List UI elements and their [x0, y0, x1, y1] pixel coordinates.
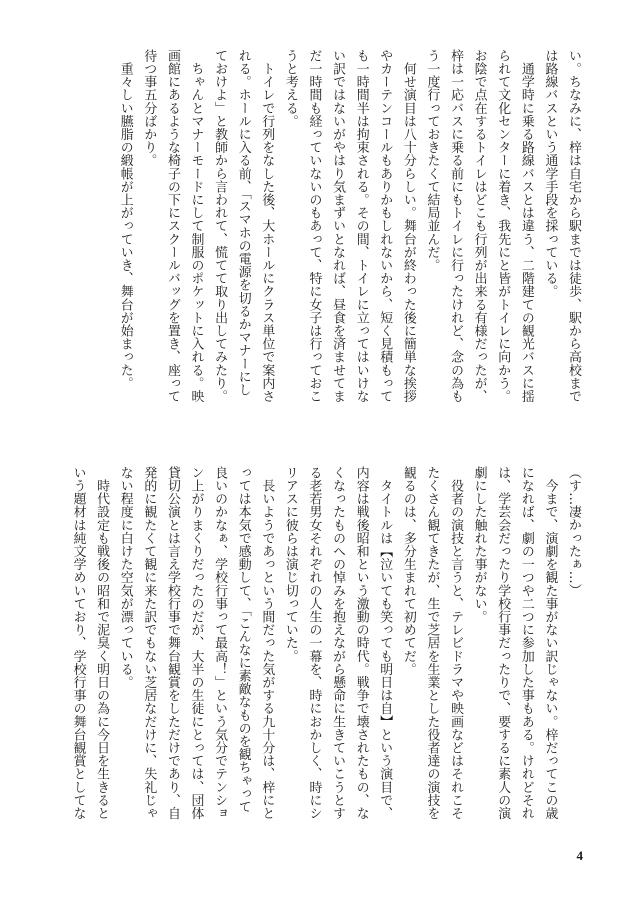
text-line: やカーテンコールもありかもしれないから、短く見積もって — [377, 49, 393, 403]
text-line: いう題材は純文学めいており、学校行事の舞台観賞としてな — [70, 466, 86, 820]
text-line: っては本気で感動して、「こんなに素敵なものを観ちゃって — [235, 466, 251, 814]
text-line: うと考える。 — [282, 49, 298, 128]
text-line: 長いようであっという間だった気がする九十分は、梓にと — [259, 466, 275, 820]
text-line: は、学芸会だったり学校行事だったりで、要するに素人の演 — [495, 466, 511, 820]
text-line: 観るのは、多分生まれて初めてだ。 — [400, 466, 416, 676]
text-line: 重々しい臙脂の緞帳が上がっていき、舞台が始まった。 — [117, 49, 133, 390]
text-line: トイレで行列をなした後、大ホールにクラス単位で案内さ — [259, 49, 275, 403]
text-line: る老若男女それぞれの人生の一幕を、時におかしく、時にシ — [306, 466, 322, 820]
text-line: たくさん観てきたが、生で芝居を生業とした役者達の演技を — [424, 466, 440, 820]
text-line: 今まで、演劇を観た事がない訳じゃない。梓だってこの歳 — [542, 466, 558, 820]
text-line: 梓は一応バスに乗る前にもトイレに行ったけれど、念の為も — [448, 49, 464, 403]
text-line: タイトルは【泣いても笑っても明日は自】という演目で、 — [377, 466, 393, 820]
text-line: 劇にした触れた事がない。 — [471, 466, 487, 624]
text-line: は路線バスという通学手段を採っている。 — [542, 49, 558, 298]
text-line: 発的に観たくて観に来た訳でもない芝居なだけに、失礼じゃ — [141, 466, 157, 820]
text-line: られて文化センターに着き、我先にと皆がトイレに向かう。 — [495, 49, 511, 403]
upper-text-block — [35, 49, 585, 423]
text-line: も一時間半は拘束される。その間、トイレに立ってはいけな — [353, 49, 369, 403]
text-line: ない程度に白けた空気が漂っている。 — [117, 466, 133, 689]
text-line: う一度行っておきたくて結局並んだ。 — [424, 49, 440, 272]
text-line: 画館にあるような椅子の下にスクールバッグを置き、座って — [164, 49, 180, 403]
text-line: い訳ではないがやはり気まずいとなれば、昼食を済ませてま — [330, 49, 346, 403]
text-line: い。ちなみに、梓は自宅から駅までは徒歩、駅から高校まで — [566, 49, 581, 403]
lower-text-block — [35, 466, 585, 838]
text-line: になれば、劇の一つや二つに参加した事もある。けれどそれ — [518, 466, 534, 820]
text-line: 時代設定も戦後の昭和で泥臭く明日の為に今日を生きると — [94, 466, 110, 820]
text-line: お陰で点在するトイレはどこも行列が出来る有様だったが、 — [471, 49, 487, 403]
text-line: 役者の演技と言うと、テレビドラマや映画などはそれこそ — [448, 466, 464, 820]
text-line: 貸切公演とは言え学校行事で舞台観賞をしただけであり、自 — [164, 466, 180, 820]
text-line: 内容は戦後昭和という激動の時代。戦争で壊されたもの、な — [353, 466, 369, 820]
text-line: 何せ演目は八十分らしい。舞台が終わった後に簡単な挨拶 — [400, 49, 416, 403]
text-line: 通学時に乗る路線バスとは違う、二階建ての観光バスに揺 — [518, 49, 534, 403]
text-line: ちゃんとマナーモードにして制服のポケットに入れる。映 — [188, 49, 204, 403]
text-line: だ一時間も経っていないのもあって、特に女子は行っておこ — [306, 49, 322, 403]
text-line: 待つ事五分ばかり。 — [141, 49, 157, 167]
page-number: 4 — [576, 848, 583, 863]
text-line: ン上がりまくりだったのだが、大半の生徒にとっては、団体 — [188, 466, 204, 820]
text-line: ておけよ」と教師から言われて、慌てて取り出してみたり。 — [212, 49, 228, 403]
text-line: （す…凄かったぁ…） — [566, 466, 581, 597]
text-line: くなったものへの悼みを抱えながら懸命に生きていこうとす — [330, 466, 346, 820]
text-line: 良いのかなぁ、学校行事って最高！」という気分でテンショ — [212, 466, 228, 820]
text-line: れる。ホールに入る前、「スマホの電源を切るかマナーにし — [235, 49, 251, 397]
text-line: リアスに彼らは演じ切っていた。 — [282, 466, 298, 663]
